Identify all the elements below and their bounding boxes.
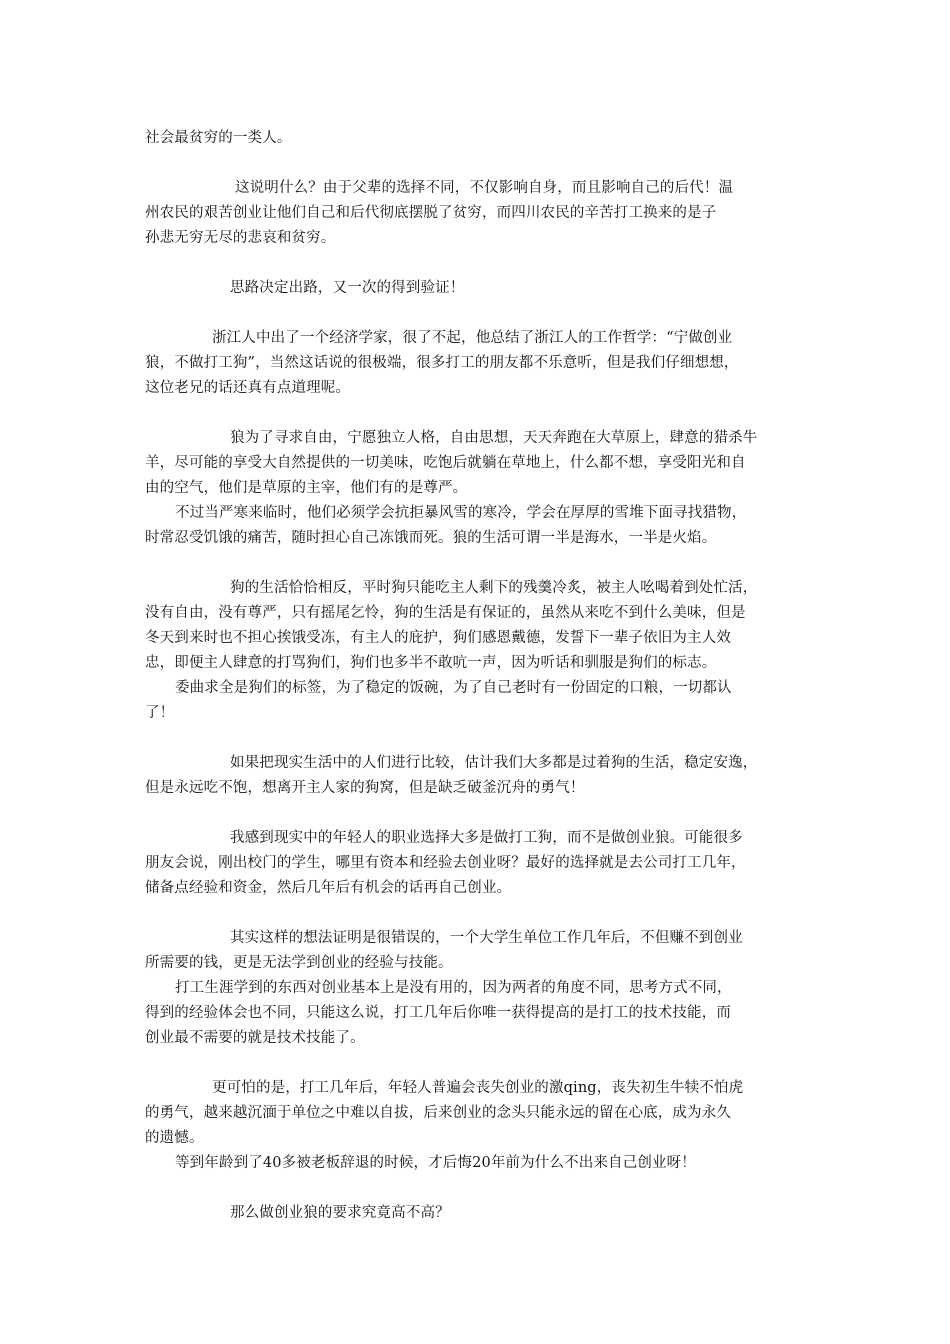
text-line: 思路决定出路，又一次的得到验证！ [230,280,465,296]
text-line: 其实这样的想法证明是很错误的，一个大学生单位工作几年后，不但赚不到创业 [230,930,743,946]
text-line: 社会最贫穷的一类人。 [145,130,292,146]
text-line: 但是永远吃不饱，想离开主人家的狗窝，但是缺乏破釜沉舟的勇气！ [145,780,585,796]
text-line: 不过当严寒来临时，他们必须学会抗拒暴风雪的寒冷，学会在厚厚的雪堆下面寻找猎物， [175,505,747,521]
text-line: 了！ [145,705,175,721]
text-line: 浙江人中出了一个经济学家，很了不起，他总结了浙江人的工作哲学：“宁做创业 [212,330,733,346]
text-line: 忠，即便主人肆意的打骂狗们，狗们也多半不敢吭一声，因为听话和驯服是狗们的标志。 [145,655,717,671]
text-line: 的勇气，越来越沉湎于单位之中难以自拔，后来创业的念头只能永远的留在心底，成为永久 [145,1105,731,1121]
text-line: 孙悲无穷无尽的悲哀和贫穷。 [145,230,336,246]
text-line: 委曲求全是狗们的标签，为了稳定的饭碗，为了自己老时有一份固定的口粮，一切都认 [175,680,732,696]
text-line: 这说明什么？由于父辈的选择不同，不仅影响自身，而且影响自己的后代！温 [235,180,734,196]
text-line: 我感到现实中的年轻人的职业选择大多是做打工狗，而不是做创业狼。可能很多 [230,830,743,846]
text-line: 时常忍受饥饿的痛苦，随时担心自己冻饿而死。狼的生活可谓一半是海水，一半是火焰。 [145,530,717,546]
text-line: 狼为了寻求自由，宁愿独立人格，自由思想，天天奔跑在大草原上，肆意的猎杀牛 [230,430,758,446]
text-line: 羊，尽可能的享受大自然提供的一切美味，吃饱后就躺在草地上，什么都不想，享受阳光和自 [145,455,746,471]
text-line: 等到年龄到了40多被老板辞退的时候，才后悔20年前为什么不出来自己创业呀！ [175,1155,696,1171]
text-line: 由的空气，他们是草原的主宰，他们有的是尊严。 [145,480,468,496]
text-line: 这位老兄的话还真有点道理呢。 [145,380,351,396]
text-line: 的遗憾。 [145,1130,204,1146]
text-line: 所需要的钱，更是无法学到创业的经验与技能。 [145,955,453,971]
text-line: 如果把现实生活中的人们进行比较，估计我们大多都是过着狗的生活，稳定安逸， [230,755,758,771]
text-line: 创业最不需要的就是技术技能了。 [145,1030,365,1046]
text-line: 没有自由，没有尊严，只有摇尾乞怜，狗的生活是有保证的，虽然从来吃不到什么美味，但是 [145,605,746,621]
text-line: 州农民的艰苦创业让他们自己和后代彻底摆脱了贫穷，而四川农民的辛苦打工换来的是子 [145,205,717,221]
text-line: 储备点经验和资金，然后几年后有机会的话再自己创业。 [145,880,512,896]
text-line: 得到的经验体会也不同，只能这么说，打工几年后你唯一获得提高的是打工的技术技能，而 [145,1005,731,1021]
text-line: 更可怕的是，打工几年后，年轻人普遍会丧失创业的激qing，丧失初生牛犊不怕虎 [212,1080,744,1096]
text-line: 打工生涯学到的东西对创业基本上是没有用的，因为两者的角度不同，思考方式不同， [175,980,732,996]
text-line: 朋友会说，刚出校门的学生，哪里有资本和经验去创业呀？最好的选择就是去公司打工几年， [145,855,746,871]
text-line: 冬天到来时也不担心挨饿受冻，有主人的庇护，狗们感恩戴德，发誓下一辈子依旧为主人效 [145,630,731,646]
text-line: 狗的生活恰恰相反，平时狗只能吃主人剩下的残羹冷炙，被主人吆喝着到处忙活， [230,580,758,596]
text-line: 那么做创业狼的要求究竟高不高？ [230,1205,450,1221]
text-line: 狼，不做打工狗”，当然这话说的很极端，很多打工的朋友都不乐意听，但是我们仔细想想， [145,355,739,371]
